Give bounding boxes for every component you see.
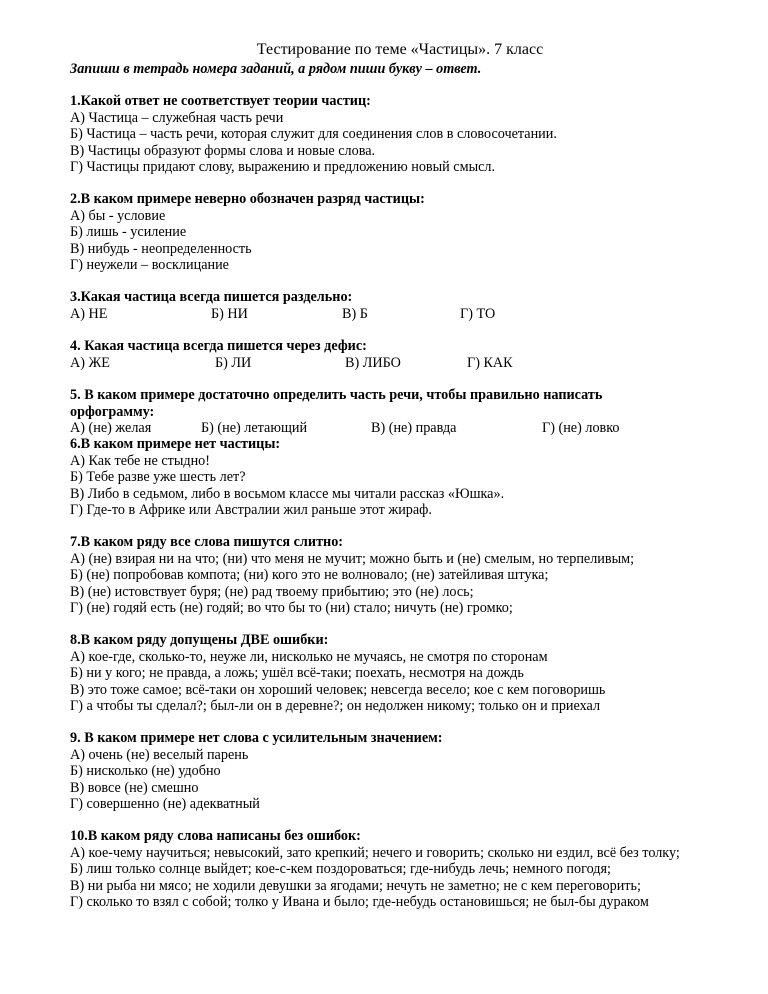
question-5-option-a: А) (не) желая [70, 419, 152, 436]
question-3-title: 3.Какая частица всегда пишется раздельно: [70, 289, 353, 306]
question-6-option-c: В) Либо в седьмом, либо в восьмом классе мы читали рассказ «Юшка». [70, 485, 505, 502]
question-3 [70, 289, 730, 322]
question-9-title: 9. В каком примере нет слова с усилительным значением: [70, 730, 443, 747]
instruction-text: Запиши в тетрадь номера заданий, а рядом пиши букву – ответ. [70, 61, 482, 77]
question-6-option-a: А) Как тебе не стыдно! [70, 452, 210, 469]
question-1-option-c: В) Частицы образуют формы слова и новые слова. [70, 142, 376, 159]
question-7-option-c: В) (не) истовствует буря; (не) рад твоему прибытию; это (не) лось; [70, 583, 474, 600]
question-2-option-c: В) нибудь - неопределенность [70, 240, 252, 257]
question-9-option-c: В) вовсе (не) смешно [70, 779, 199, 796]
question-3-option-d: Г) ТО [460, 305, 496, 322]
question-5-title-cont: орфограмму: [70, 403, 155, 420]
question-3-option-b: Б) НИ [211, 305, 248, 322]
question-5-option-b: Б) (не) летающий [201, 419, 308, 436]
question-1-title: 1.Какой ответ не соответствует теории частиц: [70, 93, 371, 110]
question-10-option-a: А) кое-чему научиться; невысокий, зато крепкий; нечего и говорить; сколько ни ездил, всё без толку; [70, 844, 680, 861]
question-2-option-d: Г) неужели – восклицание [70, 257, 229, 274]
question-10-option-c: В) ни рыба ни мясо; не ходили девушки за ягодами; нечуть не заметно; не с кем переговорить; [70, 877, 641, 894]
question-9 [70, 730, 730, 812]
question-4-option-c: В) ЛИБО [345, 354, 401, 371]
question-1-option-b: Б) Частица – часть речи, которая служит для соединения слов в словосочетании. [70, 126, 557, 143]
question-4-option-b: Б) ЛИ [215, 354, 252, 371]
question-3-option-c: В) Б [342, 305, 368, 322]
question-7 [70, 534, 730, 616]
question-8-option-d: Г) а чтобы ты сделал?; был-ли он в деревне?; он недолжен никому; только он и приехал [70, 698, 601, 714]
question-10-title: 10.В каком ряду слова написаны без ошибок: [70, 828, 361, 845]
question-7-option-a: А) (не) взирая ни на что; (ни) что меня не мучит; можно быть и (не) смелым, но терпеливым; [70, 550, 635, 567]
question-10-option-d: Г) сколько то взял с собой; толко у Ивана и было; где-небудь остановишься; не был-бы дураком [70, 894, 649, 911]
question-6 [70, 436, 730, 518]
question-5-option-d: Г) (не) ловко [542, 419, 620, 436]
question-6-option-b: Б) Тебе разве уже шесть лет? [70, 469, 246, 486]
question-10-option-b: Б) лиш только солнце выйдет; кое-с-кем поздороваться; где-нибудь лечь; немного погодя; [70, 861, 611, 878]
question-7-option-b: Б) (не) попробовав компота; (ни) кого это не волновало; (не) затейливая штука; [70, 567, 549, 584]
question-10 [70, 828, 730, 910]
question-5-option-c: В) (не) правда [371, 419, 457, 436]
question-4 [70, 338, 730, 371]
question-4-option-d: Г) КАК [467, 354, 513, 371]
question-8-option-b: Б) ни у кого; не правда, а ложь; ушёл всё-таки; поехать, несмотря на дождь [70, 665, 524, 682]
question-6-title: 6.В каком примере нет частицы: [70, 436, 281, 453]
question-5-title: 5. В каком примере достаточно определить часть речи, чтобы правильно написать [70, 387, 603, 404]
question-1 [70, 93, 730, 175]
document-title: Тестирование по теме «Частицы». 7 класс [256, 41, 544, 58]
question-5-options [70, 420, 730, 436]
question-7-option-d: Г) (не) годяй есть (не) годяй; во что бы то (ни) стало; ничуть (не) громко; [70, 599, 513, 616]
question-4-options [70, 355, 730, 371]
question-2-option-a: А) бы - условие [70, 207, 166, 224]
question-3-option-a: А) НЕ [70, 305, 108, 322]
question-2-option-b: Б) лишь - усиление [70, 224, 187, 241]
question-9-option-a: А) очень (не) веселый парень [70, 746, 249, 763]
question-1-option-a: А) Частица – служебная часть речи [70, 109, 284, 126]
question-8-title: 8.В каком ряду допущены ДВЕ ошибки: [70, 632, 329, 649]
question-2 [70, 191, 730, 273]
question-5 [70, 387, 730, 436]
question-8-option-c: В) это тоже самое; всё-таки он хороший человек; невсегда весело; кое с кем поговоришь [70, 681, 606, 698]
question-1-option-d: Г) Частицы придают слову, выражению и предложению новый смысл. [70, 159, 496, 176]
question-9-option-d: Г) совершенно (не) адекватный [70, 796, 260, 813]
question-8-option-a: А) кое-где, сколько-то, неуже ли, нисколько не мучаясь, не смотря по сторонам [70, 648, 548, 665]
question-2-title: 2.В каком примере неверно обозначен разряд частицы: [70, 191, 425, 208]
question-4-option-a: А) ЖЕ [70, 354, 110, 371]
question-8 [70, 632, 730, 714]
test-document [70, 40, 730, 910]
question-3-options [70, 306, 730, 322]
question-9-option-b: Б) нисколько (не) удобно [70, 763, 221, 780]
question-4-title: 4. Какая частица всегда пишется через дефис: [70, 338, 367, 355]
question-6-option-d: Г) Где-то в Африке или Австралии жил раньше этот жираф. [70, 501, 432, 518]
question-7-title: 7.В каком ряду все слова пишутся слитно: [70, 534, 344, 551]
